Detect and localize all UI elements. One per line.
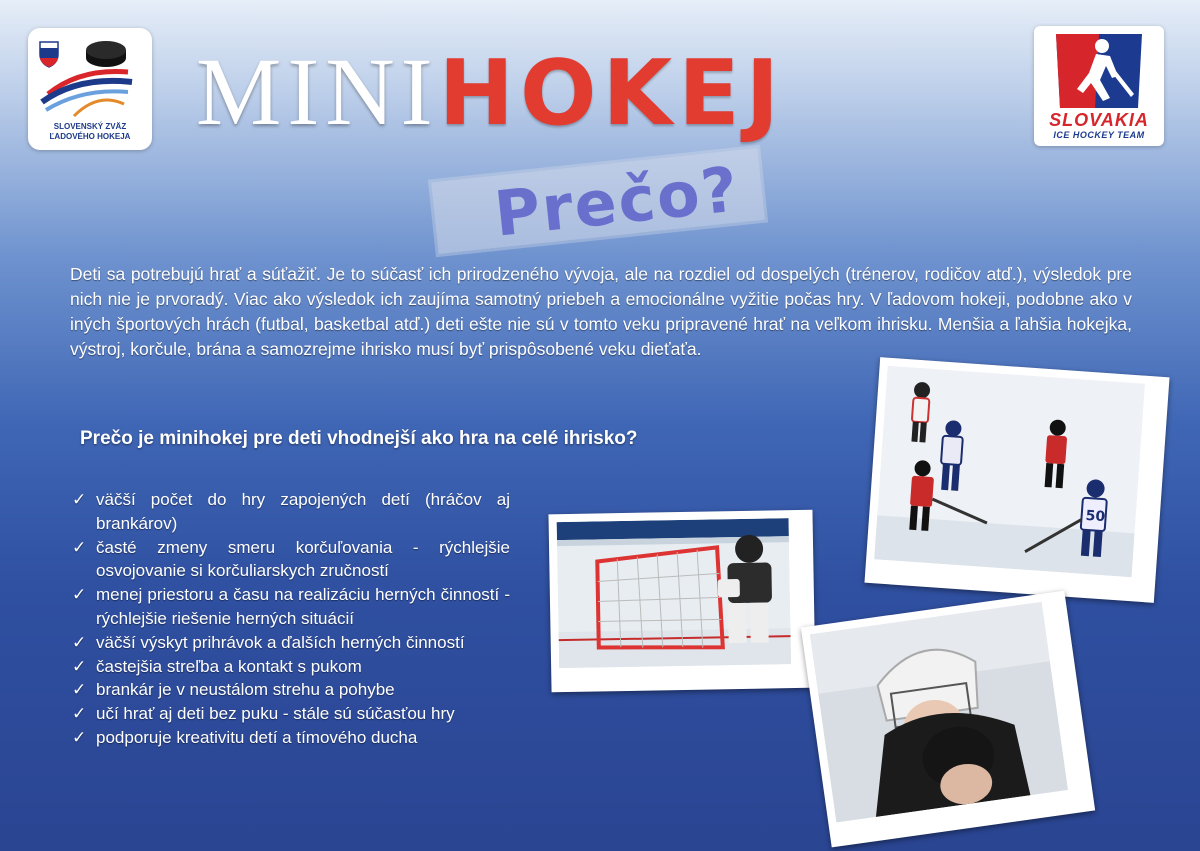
- title-hokej: HOKEJ: [438, 41, 786, 146]
- goalie-in-net-icon: [557, 518, 792, 668]
- benefit-item: [70, 655, 510, 679]
- benefit-text: učí hrať aj deti bez puku - stále sú súčasťou hry: [96, 704, 455, 724]
- benefit-item: [70, 488, 510, 536]
- players-helmets-icon: [810, 602, 1068, 823]
- slovak-hockey-federation-logo: [28, 28, 152, 150]
- benefit-text: väčší výskyt prihrávok a ďalších herných činností: [96, 632, 465, 652]
- benefit-item: [70, 536, 510, 584]
- benefit-text: väčší počet do hry zapojených detí (hráčov aj brankárov): [96, 490, 510, 533]
- benefit-item: [70, 726, 510, 750]
- photo-kids-playing: [864, 357, 1169, 603]
- photo-players-closeup: [801, 591, 1095, 848]
- benefit-item: [70, 631, 510, 655]
- kids-playing-hockey-icon: [874, 366, 1145, 578]
- checkmark-icon: ✓: [72, 585, 87, 605]
- benefit-text: častejšia streľba a kontakt s pukom: [96, 656, 362, 676]
- benefit-text: podporuje kreativitu detí a tímového ducha: [96, 727, 418, 747]
- checkmark-icon: ✓: [72, 656, 87, 676]
- page-title: [196, 38, 786, 146]
- svg-text:50: 50: [1085, 507, 1106, 526]
- slovakia-team-logo: [1034, 26, 1164, 146]
- benefit-text: brankár je v neustálom strehu a pohybe: [96, 680, 395, 700]
- checkmark-icon: ✓: [72, 632, 87, 652]
- team-logo-line1: SLOVAKIA: [1049, 110, 1149, 130]
- checkmark-icon: ✓: [72, 727, 87, 747]
- preco-stamp: [431, 148, 765, 254]
- checkmark-icon: ✓: [72, 704, 87, 724]
- title-mini: MINI: [196, 38, 439, 145]
- benefit-item: [70, 702, 510, 726]
- benefit-text: menej priestoru a času na realizáciu herných činností - rýchlejšie riešenie herných situácií: [96, 585, 510, 628]
- checkmark-icon: ✓: [72, 537, 87, 557]
- photo-goalie: [548, 510, 815, 693]
- federation-name: SLOVENSKÝ ZVÄZ ĽADOVÉHO HOKEJA: [49, 122, 131, 141]
- checkmark-icon: ✓: [72, 680, 87, 700]
- benefit-item: [70, 678, 510, 702]
- stamp-text: Prečo?: [491, 152, 743, 251]
- benefit-item: [70, 583, 510, 631]
- checkmark-icon: ✓: [72, 490, 87, 509]
- hockey-player-emblem-icon: [1034, 26, 1164, 110]
- benefits-list: [70, 488, 510, 750]
- federation-emblem-icon: [28, 28, 152, 124]
- team-logo-line2: ICE HOCKEY TEAM: [1053, 130, 1145, 140]
- section-heading: Prečo je minihokej pre deti vhodnejší ako hra na celé ihrisko?: [80, 428, 638, 449]
- intro-paragraph: Deti sa potrebujú hrať a súťažiť. Je to súčasť ich prirodzeného vývoja, ale na rozdiel od dospelých (trénerov, rodičov atď.), výsledok pre nich nie je prvoradý. Viac ako výsledok ich zaujíma samotný priebeh a emocionálne vyžitie počas hry. V ľadovom hokeji, podobne ako v iných športových hrách (futbal, basketbal atď.) deti ešte nie sú v tomto veku pripravené hrať na veľkom ihrisku. Menšia a ľahšia hokejka, výstroj, korčule, brána a samozrejme ihrisko musí byť prispôsobené veku dieťaťa.: [70, 264, 1132, 359]
- benefit-text: časté zmeny smeru korčuľovania - rýchlejšie osvojovanie si korčuliarskych zručností: [96, 537, 510, 581]
